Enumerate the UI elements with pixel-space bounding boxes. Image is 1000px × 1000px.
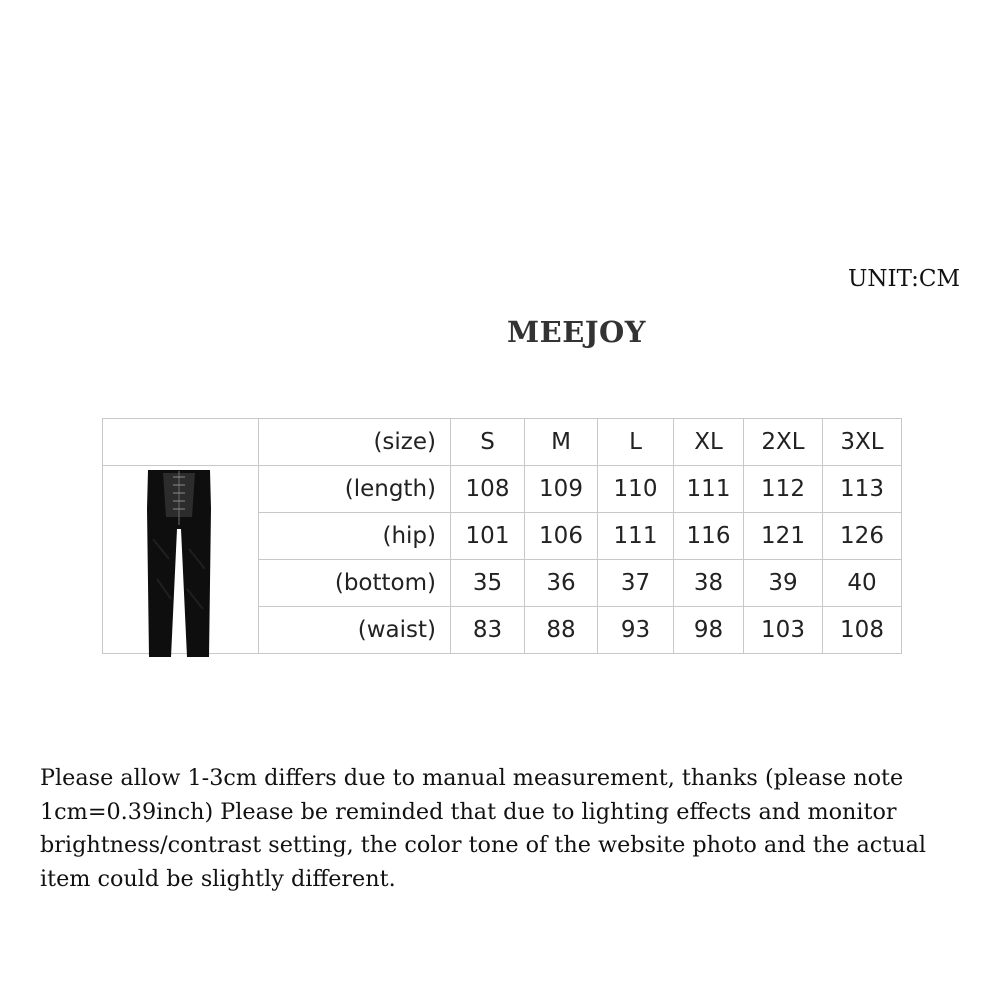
size-header-cell: M <box>525 419 598 466</box>
size-label: (size) <box>259 419 451 466</box>
black-pants-image <box>143 469 215 659</box>
value-cell: 35 <box>451 560 525 607</box>
value-cell: 83 <box>451 607 525 654</box>
value-cell: 38 <box>674 560 744 607</box>
row-label-length: (length) <box>259 466 451 513</box>
size-chart-table <box>102 418 902 654</box>
product-image-cell <box>103 466 259 654</box>
value-cell: 121 <box>744 513 823 560</box>
row-label-hip: (hip) <box>259 513 451 560</box>
value-cell: 103 <box>744 607 823 654</box>
value-cell: 39 <box>744 560 823 607</box>
size-header-cell: S <box>451 419 525 466</box>
value-cell: 116 <box>674 513 744 560</box>
value-cell: 126 <box>823 513 902 560</box>
size-header-cell: 3XL <box>823 419 902 466</box>
length-row <box>103 466 902 513</box>
value-cell: 101 <box>451 513 525 560</box>
value-cell: 106 <box>525 513 598 560</box>
value-cell: 108 <box>823 607 902 654</box>
measurement-note: Please allow 1-3cm differs due to manual measurement, thanks (please note 1cm=0.39inch) Please be reminded that due to lighting effects and monitor brightness/contrast setting, the color tone of the website photo and the actual item could be slightly different. <box>40 765 927 893</box>
size-header-row <box>103 419 902 466</box>
value-cell: 111 <box>674 466 744 513</box>
value-cell: 37 <box>598 560 674 607</box>
value-cell: 98 <box>674 607 744 654</box>
value-cell: 108 <box>451 466 525 513</box>
value-cell: 109 <box>525 466 598 513</box>
size-header-cell: L <box>598 419 674 466</box>
value-cell: 112 <box>744 466 823 513</box>
value-cell: 40 <box>823 560 902 607</box>
value-cell: 88 <box>525 607 598 654</box>
empty-corner-cell <box>103 419 259 466</box>
value-cell: 36 <box>525 560 598 607</box>
unit-label: UNIT:CM <box>848 266 961 292</box>
size-header-cell: 2XL <box>744 419 823 466</box>
size-header-cell: XL <box>674 419 744 466</box>
value-cell: 93 <box>598 607 674 654</box>
value-cell: 111 <box>598 513 674 560</box>
brand-title: MEEJOY <box>507 315 646 349</box>
value-cell: 110 <box>598 466 674 513</box>
row-label-bottom: (bottom) <box>259 560 451 607</box>
value-cell: 113 <box>823 466 902 513</box>
row-label-waist: (waist) <box>259 607 451 654</box>
